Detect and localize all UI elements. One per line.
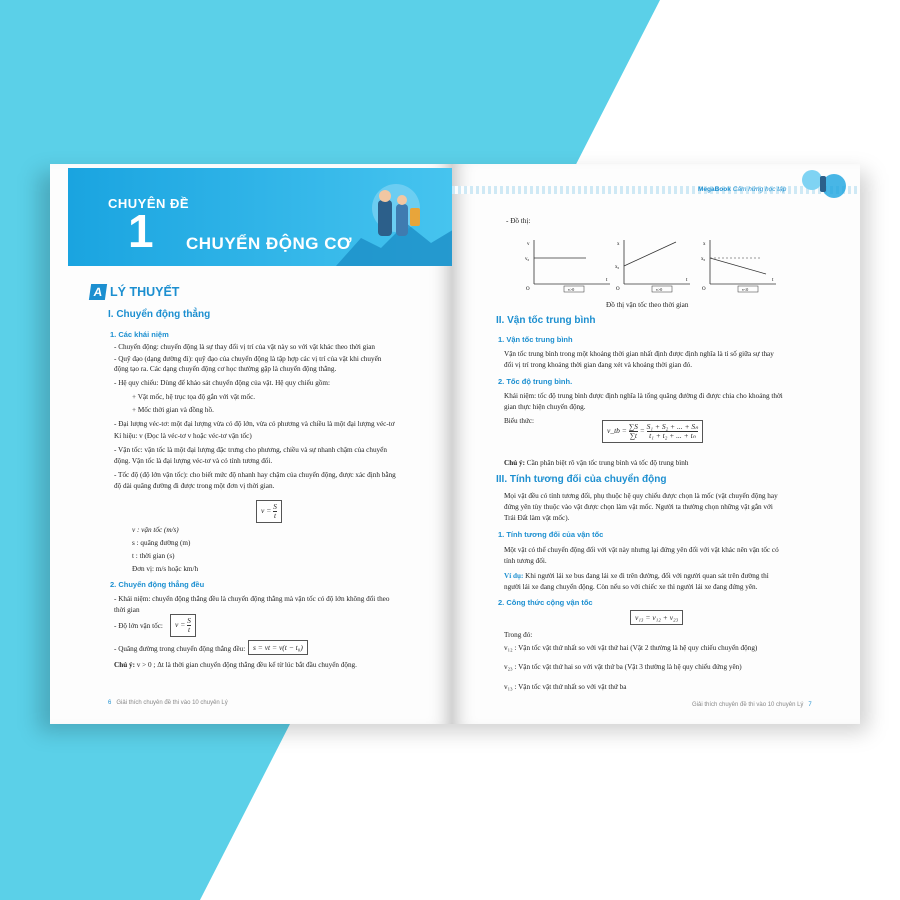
formula-v-denominator: t	[273, 511, 277, 520]
graph3-box-label: v<0	[742, 287, 749, 292]
where-label: Trong đó:	[504, 631, 533, 639]
speed-formula-numerator: S	[187, 616, 191, 625]
right-footer-text: Giải thích chuyên đề thi vào 10 chuyên Lý	[692, 702, 804, 708]
formula-v-numerator: S	[273, 502, 277, 511]
def-v: v : vận tốc (m/s)	[132, 526, 179, 534]
speed-formula-box	[170, 614, 196, 637]
line-11: độ dài quãng đường đi được trong một đơn vị thời gian.	[114, 482, 275, 490]
avgv-line-1: đổi vị trí trong khoảng thời gian đang xét và khoảng thời gian đó.	[504, 361, 693, 369]
graph2-y0-label: x₀	[615, 265, 620, 270]
left-footer	[108, 700, 228, 706]
note-label: Chú ý:	[114, 661, 135, 669]
avg-speed-formula-box: v_tb = $\frac{\sum S}{\sum t}$ = $\frac{\text{S₁ + S₂ + ... + Sₙ}}{\text{t₁ + t₂ + ... + tₙ}}$	[602, 420, 703, 443]
graph2-origin: O	[616, 287, 620, 292]
brand-tagline: Cảm hứng học tập	[732, 186, 787, 193]
avg-speed-lhs: v_tb =	[607, 426, 627, 436]
s-series: S₁ + S₂ + ... + Sₙ	[646, 422, 699, 431]
line-5: + Mốc thời gian và đồng hồ.	[132, 406, 214, 414]
graph3-y0-label: x₀	[701, 257, 706, 262]
note2-text: Cần phân biệt rõ vận tốc trung bình và tốc độ trung bình	[526, 459, 689, 467]
def-s: s : quãng đường (m)	[132, 539, 191, 547]
line-10: - Tốc độ (độ lớn vận tốc): cho biết mức độ nhanh hay chậm của chuyển động, được xác định bằng	[114, 471, 396, 479]
where-line-0: v₁₂ : Vận tốc vật thứ nhất so với vật thứ hai (Vật 2 thường là hệ quy chiếu chuyển động)	[504, 644, 758, 652]
section-a-title: LÝ THUYẾT	[110, 285, 180, 299]
graph-velocity	[524, 236, 614, 294]
avg-speed-sum-fraction	[629, 423, 638, 440]
explorer-illustration-icon	[336, 178, 452, 266]
heading-tinh-tuong-doi-van-toc: 1. Tính tương đối của vận tốc	[498, 530, 604, 539]
left-footer-text: Giải thích chuyên đề thi vào 10 chuyên Lý	[116, 700, 228, 706]
right-page-number: 7	[808, 702, 812, 708]
heading-cong-thuc-cong-van-toc: 2. Công thức cộng vận tốc	[498, 598, 593, 607]
where-line-1: v₂₃ : Vận tốc vật thứ hai so với vật thứ ba (Vật 3 thường là hệ quy chiếu đứng yên)	[504, 663, 742, 671]
graph1-y-label: v	[527, 242, 530, 247]
where-line-2: v₁₃ : Vận tốc vật thứ nhất so với vật thứ ba	[504, 683, 627, 691]
graph-caption: Đồ thị vận tốc theo thời gian	[606, 301, 689, 309]
graph1-y0-label: v₀	[525, 257, 530, 262]
chapter-label: CHUYÊN ĐỀ	[108, 196, 190, 211]
chapter-banner	[68, 168, 452, 266]
expression-label: Biểu thức:	[504, 417, 535, 425]
right-page	[452, 164, 860, 724]
line-3: - Hệ quy chiếu: Dùng để khảo sát chuyển động của vật. Hệ quy chiếu gồm:	[114, 379, 330, 387]
avgs-line-0: Khái niệm: tốc độ trung bình được định nghĩa là tổng quãng đường đi được chia cho khoảng thời	[504, 392, 783, 400]
avg-speed-series-fraction	[647, 423, 699, 440]
formula-v-fraction	[273, 503, 277, 520]
line-7: Kí hiệu: v (Đọc là véc-tơ v hoặc véc-tơ vận tốc)	[114, 432, 252, 440]
heading-van-toc-tb: 1. Vận tốc trung bình	[498, 335, 573, 344]
formula-v-lhs: v =	[261, 506, 272, 516]
example-line-1: người lái xe đang chuyển động. Còn nếu so với chiếc xe thì người lái xe đang đứng yên.	[504, 583, 758, 591]
note-text: v > 0 ; Δt là thời gian chuyển động thẳng đều kể từ lúc bắt đầu chuyển động.	[136, 661, 357, 669]
rel-line-2: Trái Đất làm vật mốc).	[504, 514, 570, 522]
graph1-box-label: v>0	[568, 287, 575, 292]
left-page	[50, 164, 452, 724]
brand-logo	[698, 186, 786, 193]
def-t: t : thời gian (s)	[132, 552, 175, 560]
graph3-y-label: x	[703, 242, 706, 247]
distance-formula-box: s = vt = v(t − t₀)	[248, 640, 308, 655]
line-4: + Vật mốc, hệ trục tọa độ gắn với vật mốc.	[132, 393, 256, 401]
example-line-0	[504, 571, 769, 581]
right-footer	[692, 702, 812, 708]
distance-label: - Quãng đường trong chuyển động thẳng đều:	[114, 645, 246, 653]
line-6: - Đại lượng véc-tơ: một đại lượng vừa có độ lớn, vừa có phương và chiều là một đại lượng véc-tơ	[114, 420, 395, 428]
velocity-addition-formula: v₁₃ = v₁₂ + v₂₃	[630, 610, 683, 625]
graph-intro: - Đồ thị:	[506, 217, 531, 225]
chapter-number: 1	[128, 205, 154, 257]
note2-line	[504, 458, 688, 468]
left-page-number: 6	[108, 700, 112, 706]
def-unit: Đơn vị: m/s hoặc km/h	[132, 565, 199, 573]
section-a-heading	[90, 284, 179, 300]
example-text-0: Khi người lái xe bus đang lái xe đi trên đường, đối với người quan sát trên đường thì	[525, 572, 769, 580]
graph2-box-label: v>0	[656, 287, 663, 292]
avgs-line-1: gian thực hiện chuyển động.	[504, 403, 586, 411]
line-2: động tạo ra. Các dạng chuyển động cơ học thường gặp là chuyển động thẳng.	[114, 365, 337, 373]
speed-formula-fraction	[187, 617, 191, 634]
relv-line-0: Một vật có thể chuyển động đối với vật này nhưng lại đứng yên đối với vật khác nên vận tốc có	[504, 546, 779, 554]
heading-van-toc-trung-binh: II. Vận tốc trung bình	[496, 315, 596, 326]
graph2-x-label: t	[686, 278, 688, 283]
formula-v-box	[256, 500, 282, 523]
sum-t: ∑t	[629, 431, 637, 440]
line2-1: thời gian	[114, 606, 140, 614]
graph3-x-label: t	[772, 278, 774, 283]
rel-line-1: đứng yên tùy thuộc vào vật được chọn làm vật mốc. Người ta thường chọn những vật gắn với	[504, 503, 773, 511]
graph1-x-label: t	[606, 278, 608, 283]
speed-label: - Độ lớn vận tốc:	[114, 622, 163, 630]
avgv-line-0: Vận tốc trung bình trong một khoảng thời gian nhất định được định nghĩa là tỉ số giữa sự thay	[504, 350, 774, 358]
rel-line-0: Mọi vật đều có tính tương đối, phụ thuộc hệ quy chiếu được chọn là mốc (vật chuyển động hay	[504, 492, 778, 500]
graph1-origin: O	[526, 287, 530, 292]
graph2-y-label: x	[617, 242, 620, 247]
example-label: Ví dụ:	[504, 572, 524, 580]
graph-position-decreasing	[700, 236, 780, 294]
note-line	[114, 660, 357, 670]
heading-toc-do-tb: 2. Tốc độ trung bình.	[498, 377, 573, 386]
brand-name: MegaBook	[698, 186, 731, 193]
heading-tinh-tuong-doi: III. Tính tương đối của chuyển động	[496, 474, 667, 485]
graph3-origin: O	[702, 287, 706, 292]
students-illustration-icon	[792, 166, 854, 204]
heading-chuyen-dong-thang: I. Chuyển động thẳng	[108, 309, 211, 320]
line-1: - Quỹ đạo (dạng đường đi): quỹ đạo của chuyển động là tập hợp các vị trí của vật khi chuyển	[114, 355, 382, 363]
line-8: - Vận tốc: vận tốc là một đại lượng đặc trưng cho phương, chiều và sự nhanh chậm của chuyển	[114, 446, 387, 454]
speed-formula-lhs: v =	[175, 620, 186, 630]
line-9: động. Vận tốc là đại lượng véc-tơ và có tính tương đối.	[114, 457, 273, 465]
heading-cac-khai-niem: 1. Các khái niệm	[110, 330, 169, 339]
line-0: - Chuyển động: chuyển động là sự thay đổi vị trí của vật này so với vật khác theo thời gian	[114, 343, 376, 351]
note2-label: Chú ý:	[504, 459, 525, 467]
sum-s: ∑S	[628, 422, 638, 431]
line2-0: - Khái niệm: chuyển động thẳng đều là chuyển động thẳng mà vận tốc có độ lớn không đổi theo	[114, 595, 390, 603]
speed-formula-denominator: t	[187, 625, 191, 634]
heading-chuyen-dong-thang-deu: 2. Chuyển động thẳng đều	[110, 580, 205, 589]
section-a-badge: A	[89, 284, 107, 300]
relv-line-1: tính tương đối.	[504, 557, 547, 565]
chapter-title: CHUYỂN ĐỘNG CƠ	[186, 234, 353, 253]
t-series: t₁ + t₂ + ... + tₙ	[649, 431, 696, 440]
graph-position-increasing	[614, 236, 694, 294]
